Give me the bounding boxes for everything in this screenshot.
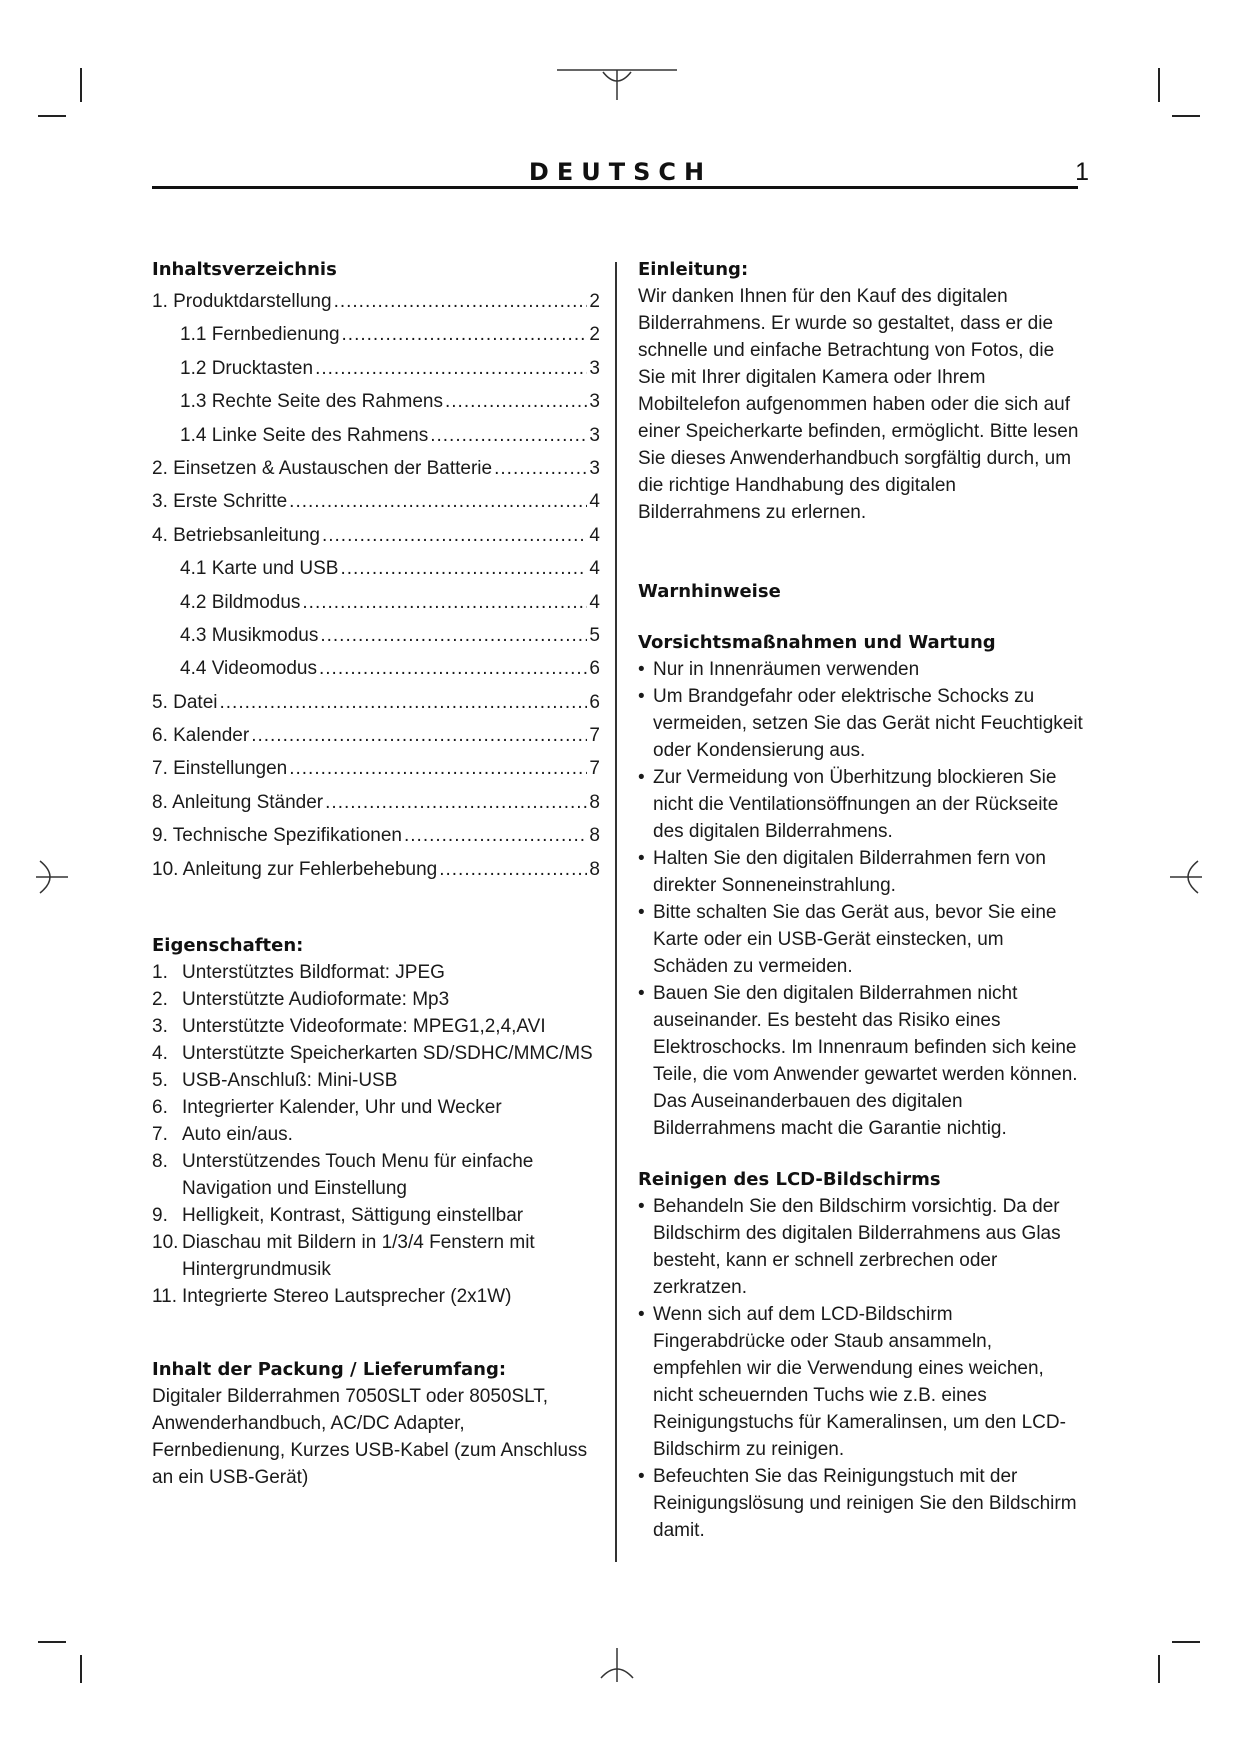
- feature-text: Integrierte Stereo Lautsprecher (2x1W): [182, 1286, 512, 1308]
- toc-leader-dots: [302, 586, 587, 619]
- toc-entry-page: 3: [589, 391, 600, 413]
- toc-entry-label: 1. Produktdarstellung: [152, 291, 332, 312]
- toc-leader-dots: [494, 452, 587, 485]
- crop-mark: [38, 1641, 66, 1643]
- toc-entry-label: 4.3 Musikmodus: [180, 624, 319, 646]
- toc-entry: [152, 519, 600, 552]
- crop-mark: [80, 68, 82, 102]
- toc-leader-dots: [439, 853, 587, 886]
- warnings-heading: Warnhinweise: [638, 581, 781, 602]
- toc-entry-page: 8: [589, 791, 600, 813]
- precautions-list: [638, 656, 1083, 1142]
- toc-leader-dots: [289, 485, 587, 518]
- column-divider: [615, 262, 617, 1562]
- toc-entry-label: 1.1 Fernbedienung: [180, 324, 340, 346]
- feature-text: Unterstützendes Touch Menu für einfache Navigation und Einstellung: [182, 1151, 534, 1200]
- toc-entry-label: 4.4 Videomodus: [180, 658, 317, 680]
- toc-entry-label: 5. Datei: [152, 691, 218, 713]
- toc-entry-page: 8: [589, 825, 600, 847]
- crop-mark: [1172, 1641, 1200, 1643]
- intro-text: Wir danken Ihnen für den Kauf des digitalen Bilderrahmens. Er wurde so gestaltet, dass er die schnelle und einfache Betrachtung von Fotos, die Sie mit Ihrer digitalen Kamera oder Ihrem Mobiltelefon aufgenommen haben oder die sich auf einer Speicherkarte befinden, ermöglicht. Bitte lesen Sie dieses Anwenderhandbuch sorgfältig durch, um die richtige Handhabung des digitalen Bilderrahmens zu erlernen.: [638, 286, 1079, 523]
- toc-heading: Inhaltsverzeichnis: [152, 259, 337, 280]
- toc-entry: [152, 485, 600, 518]
- package-text: Digitaler Bilderrahmen 7050SLT oder 8050SLT, Anwenderhandbuch, AC/DC Adapter, Fernbedienung, Kurzes USB-Kabel (zum Anschluss an ein USB-Gerät): [152, 1386, 588, 1489]
- toc-entry-page: 2: [589, 324, 600, 346]
- toc-entry-label: 4. Betriebsanleitung: [152, 524, 320, 546]
- features-heading: Eigenschaften:: [152, 935, 304, 957]
- feature-item: [152, 986, 600, 1013]
- toc-entry: [152, 352, 600, 385]
- cleaning-heading: Reinigen des LCD-Bildschirms: [638, 1169, 941, 1190]
- cleaning-item: • Befeuchten Sie das Reinigungstuch mit der Reinigungslösung und reinigen Sie den Bildschirm damit.: [638, 1463, 1083, 1544]
- toc-entry: [152, 586, 600, 619]
- feature-item: [152, 1013, 600, 1040]
- intro-heading: Einleitung:: [638, 259, 749, 280]
- toc-entry-page: 4: [589, 591, 600, 613]
- registration-mark-bottom: [599, 1648, 635, 1684]
- toc-leader-dots: [315, 352, 587, 385]
- feature-number: 3.: [152, 1016, 168, 1038]
- toc-entry-page: 7: [589, 725, 600, 747]
- page-title: DEUTSCH: [528, 158, 713, 186]
- toc-leader-dots: [325, 786, 587, 819]
- toc-entry: [152, 385, 600, 418]
- toc-entry-page: 2: [589, 291, 600, 312]
- toc-entry-label: 1.3 Rechte Seite des Rahmens: [180, 391, 443, 413]
- toc-entry-label: 1.4 Linke Seite des Rahmens: [180, 424, 429, 446]
- toc-entry-page: 4: [589, 524, 600, 546]
- toc-entry: [152, 719, 600, 752]
- toc-entry: [152, 452, 600, 485]
- toc-entry-page: 5: [589, 624, 600, 646]
- toc-entry-page: 3: [589, 424, 600, 446]
- toc-entry-page: 7: [589, 758, 600, 780]
- toc-leader-dots: [404, 819, 587, 852]
- toc-entry-label: 3. Erste Schritte: [152, 491, 288, 513]
- feature-text: Helligkeit, Kontrast, Sättigung einstellbar: [182, 1205, 524, 1227]
- toc-entry-page: 3: [589, 457, 600, 479]
- feature-text: Unterstützte Audioformate: Mp3: [182, 989, 450, 1011]
- toc-leader-dots: [322, 519, 587, 552]
- registration-mark-right: [1168, 857, 1202, 897]
- feature-item: [152, 1202, 600, 1229]
- toc-entry: [152, 285, 600, 318]
- toc-entry: [152, 619, 600, 652]
- crop-mark: [1158, 1655, 1160, 1683]
- toc-leader-dots: [334, 285, 588, 318]
- toc-leader-dots: [219, 686, 587, 719]
- cleaning-list: [638, 1193, 1083, 1544]
- feature-text: Unterstützte Speicherkarten SD/SDHC/MMC/MS: [182, 1043, 593, 1065]
- feature-text: Integrierter Kalender, Uhr und Wecker: [182, 1097, 502, 1119]
- toc-list: [152, 285, 600, 886]
- feature-number: 9.: [152, 1205, 168, 1227]
- feature-number: 8.: [152, 1151, 168, 1173]
- registration-mark-top: [555, 64, 680, 104]
- toc-leader-dots: [430, 419, 587, 452]
- toc-leader-dots: [340, 552, 587, 585]
- feature-number: 7.: [152, 1124, 168, 1146]
- toc-leader-dots: [289, 752, 587, 785]
- toc-leader-dots: [251, 719, 587, 752]
- feature-item: [152, 959, 600, 986]
- toc-entry-label: 8. Anleitung Ständer: [152, 791, 324, 813]
- toc-leader-dots: [320, 619, 587, 652]
- toc-entry-label: 7. Einstellungen: [152, 758, 288, 780]
- crop-mark: [38, 115, 66, 117]
- toc-entry-page: 6: [589, 658, 600, 680]
- right-column: [638, 256, 1083, 1544]
- feature-item: [152, 1283, 600, 1310]
- registration-mark-left: [36, 857, 70, 897]
- precautions-item: • Zur Vermeidung von Überhitzung blockieren Sie nicht die Ventilationsöffnungen an der Rückseite des digitalen Bilderrahmens.: [638, 764, 1083, 845]
- precautions-item: • Nur in Innenräumen verwenden: [638, 656, 1083, 683]
- precautions-item: • Um Brandgefahr oder elektrische Schocks zu vermeiden, setzen Sie das Gerät nicht Feuchtigkeit oder Kondensierung aus.: [638, 683, 1083, 764]
- feature-number: 2.: [152, 989, 168, 1011]
- toc-entry: [152, 318, 600, 351]
- crop-mark: [1158, 68, 1160, 102]
- toc-entry-label: 4.1 Karte und USB: [180, 558, 339, 580]
- feature-text: USB-Anschluß: Mini-USB: [182, 1070, 398, 1092]
- toc-entry: [152, 853, 600, 886]
- page-number: 1: [1075, 158, 1089, 186]
- toc-leader-dots: [319, 652, 587, 685]
- toc-entry-label: 10. Anleitung zur Fehlerbehebung: [152, 858, 438, 880]
- toc-leader-dots: [342, 318, 588, 351]
- feature-text: Unterstützte Videoformate: MPEG1,2,4,AVI: [182, 1016, 546, 1038]
- feature-number: 5.: [152, 1070, 168, 1092]
- feature-number: 11.: [152, 1286, 178, 1308]
- toc-entry-page: 8: [589, 858, 600, 880]
- left-column: [152, 256, 600, 1491]
- toc-entry: [152, 419, 600, 452]
- header-rule: [152, 186, 1078, 189]
- toc-entry: [152, 686, 600, 719]
- precautions-item: • Halten Sie den digitalen Bilderrahmen fern von direkter Sonneneinstrahlung.: [638, 845, 1083, 899]
- precautions-item: • Bitte schalten Sie das Gerät aus, bevor Sie eine Karte oder ein USB-Gerät einstecken, um Schäden zu vermeiden.: [638, 899, 1083, 980]
- feature-number: 6.: [152, 1097, 168, 1119]
- toc-entry: [152, 552, 600, 585]
- toc-entry-page: 4: [589, 558, 600, 580]
- toc-entry-label: 6. Kalender: [152, 725, 250, 747]
- toc-entry: [152, 652, 600, 685]
- toc-entry-label: 1.2 Drucktasten: [180, 357, 314, 379]
- feature-item: [152, 1229, 600, 1283]
- toc-entry: [152, 752, 600, 785]
- crop-mark: [1172, 115, 1200, 117]
- feature-item: [152, 1040, 600, 1067]
- feature-number: 4.: [152, 1043, 168, 1065]
- feature-text: Unterstütztes Bildformat: JPEG: [182, 962, 445, 984]
- toc-entry-label: 4.2 Bildmodus: [180, 591, 301, 613]
- feature-item: [152, 1148, 600, 1202]
- feature-text: Diaschau mit Bildern in 1/3/4 Fenstern mit Hintergrundmusik: [182, 1232, 535, 1281]
- precautions-heading: Vorsichtsmaßnahmen und Wartung: [638, 632, 996, 653]
- toc-leader-dots: [445, 385, 587, 418]
- feature-item: [152, 1121, 600, 1148]
- cleaning-item: • Behandeln Sie den Bildschirm vorsichtig. Da der Bildschirm des digitalen Bilderrahmens aus Glas besteht, kann er schnell zerbrechen oder zerkratzen.: [638, 1193, 1083, 1301]
- package-heading: Inhalt der Packung / Lieferumfang:: [152, 1359, 507, 1381]
- feature-text: Auto ein/aus.: [182, 1124, 293, 1146]
- toc-entry: [152, 786, 600, 819]
- crop-mark: [80, 1655, 82, 1683]
- toc-entry-page: 3: [589, 357, 600, 379]
- feature-number: 10.: [152, 1232, 179, 1254]
- feature-number: 1.: [152, 962, 168, 984]
- toc-entry-label: 9. Technische Spezifikationen: [152, 825, 402, 847]
- cleaning-item: • Wenn sich auf dem LCD-Bildschirm Fingerabdrücke oder Staub ansammeln, empfehlen wir die Verwendung eines weichen, nicht scheuernden Tuchs wie z.B. eines Reinigungstuchs für Kameralinsen, um den LCD-Bildschirm zu reinigen.: [638, 1301, 1083, 1463]
- toc-entry: [152, 819, 600, 852]
- toc-entry-label: 2. Einsetzen & Austauschen der Batterie: [152, 457, 493, 479]
- toc-entry-page: 4: [589, 491, 600, 513]
- feature-item: [152, 1094, 600, 1121]
- feature-item: [152, 1067, 600, 1094]
- precautions-item: • Bauen Sie den digitalen Bilderrahmen nicht auseinander. Es besteht das Risiko eines Elektroschocks. Im Innenraum befinden sich keine Teile, die vom Anwender gewartet werden können. Das Auseinanderbauen des digitalen Bilderrahmens macht die Garantie nichtig.: [638, 980, 1083, 1142]
- features-list: [152, 959, 600, 1310]
- toc-entry-page: 6: [589, 691, 600, 713]
